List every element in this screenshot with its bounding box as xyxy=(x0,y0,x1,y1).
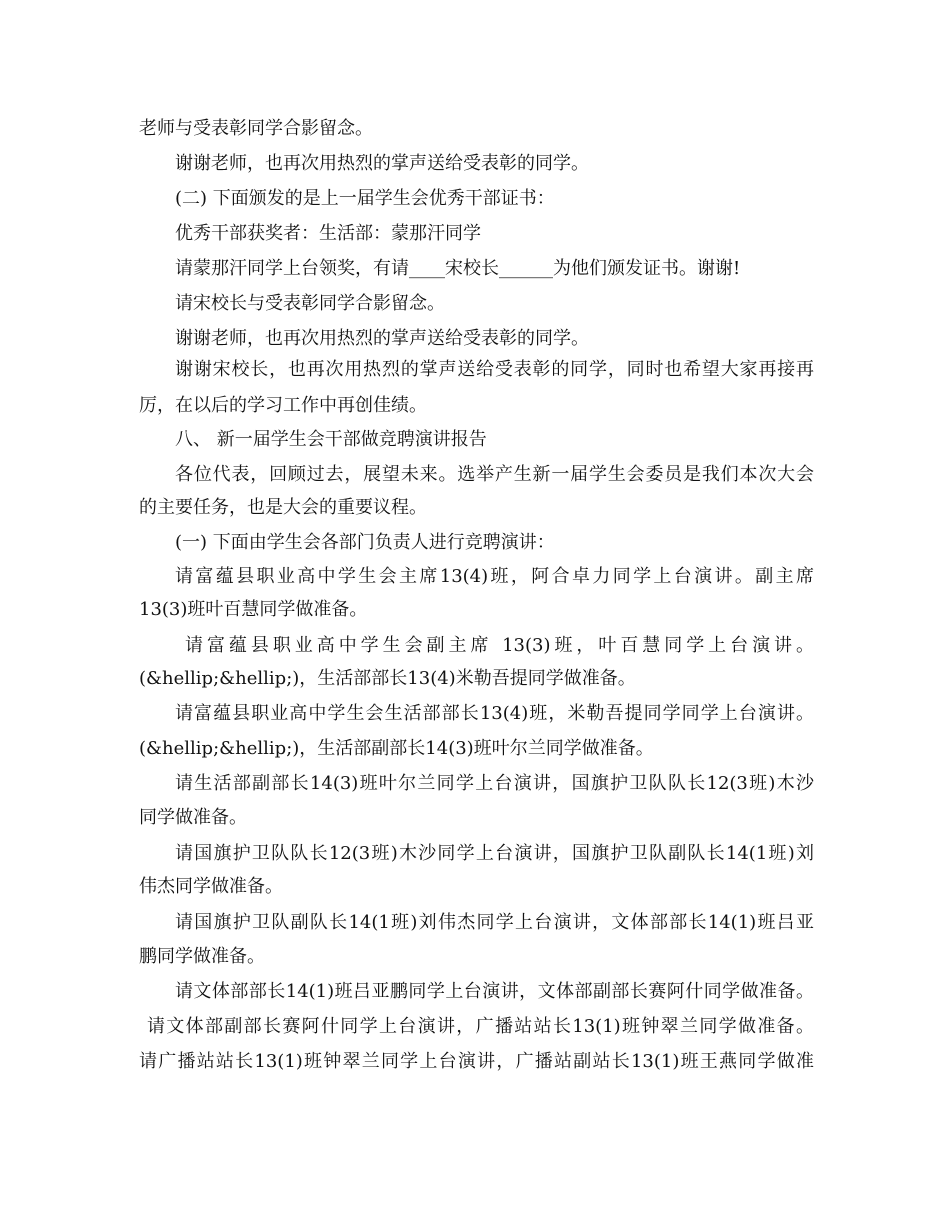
section-heading: (二) 下面颁发的是上一届学生会优秀干部证书： xyxy=(175,188,555,209)
paragraph-line: 谢谢宋校长，也再次用热烈的掌声送给受表彰的同学，同时也希望大家再接再 xyxy=(175,359,814,380)
paragraph-line: 13(3)班叶百慧同学做准备。 xyxy=(139,599,368,620)
paragraph-line: (&hellip;&hellip;)，生活部副部长14(3)班叶尔兰同学做准备。 xyxy=(139,738,654,759)
section-heading: 八、 新一届学生会干部做竞聘演讲报告 xyxy=(175,429,487,450)
paragraph-line: 请宋校长与受表彰同学合影留念。 xyxy=(175,293,445,314)
paragraph-line: 谢谢老师，也再次用热烈的掌声送给受表彰的同学。 xyxy=(175,153,589,174)
paragraph-line: 请国旗护卫队副队长14(1班)刘伟杰同学上台演讲，文体部部长14(1)班吕亚 xyxy=(175,912,814,933)
paragraph-line: 请国旗护卫队队长12(3班)木沙同学上台演讲，国旗护卫队副队长14(1班)刘 xyxy=(175,843,814,864)
paragraph-line: 老师与受表彰同学合影留念。 xyxy=(139,118,373,139)
paragraph-line: 同学做准备。 xyxy=(139,807,247,828)
paragraph-line: 的主要任务，也是大会的重要议程。 xyxy=(139,497,427,518)
paragraph-line: 伟杰同学做准备。 xyxy=(139,876,283,897)
paragraph-line: 厉，在以后的学习工作中再创佳绩。 xyxy=(139,395,427,416)
paragraph-line: 鹏同学做准备。 xyxy=(139,946,265,967)
paragraph-line: 请蒙那汗同学上台领奖，有请____宋校长______为他们颁发证书。谢谢! xyxy=(175,258,741,279)
paragraph-line: 各位代表，回顾过去，展望未来。选举产生新一届学生会委员是我们本次大会 xyxy=(175,464,814,485)
section-heading: (一) 下面由学生会各部门负责人进行竞聘演讲： xyxy=(175,532,555,553)
paragraph-line: 请文体部副部长赛阿什同学上台演讲，广播站站长13(1)班钟翠兰同学做准备。 xyxy=(147,1016,814,1037)
paragraph-line: 请富蕴县职业高中学生会副主席 13(3)班，叶百慧同学上台演讲。 xyxy=(185,635,814,656)
paragraph-line: 请富蕴县职业高中学生会生活部部长13(4)班，米勒吾提同学同学上台演讲。 xyxy=(175,703,814,724)
paragraph-line: 请生活部副部长14(3)班叶尔兰同学上台演讲，国旗护卫队队长12(3班)木沙 xyxy=(175,773,814,794)
paragraph-line: 优秀干部获奖者：生活部：蒙那汗同学 xyxy=(175,223,481,244)
paragraph-line: 请文体部部长14(1)班吕亚鹏同学上台演讲，文体部副部长赛阿什同学做准备。 xyxy=(175,981,814,1002)
paragraph-line: 请广播站站长13(1)班钟翠兰同学上台演讲，广播站副站长13(1)班王燕同学做准 xyxy=(139,1051,814,1072)
paragraph-line: 请富蕴县职业高中学生会主席13(4)班，阿合卓力同学上台演讲。副主席 xyxy=(175,566,814,587)
paragraph-line: (&hellip;&hellip;)，生活部部长13(4)米勒吾提同学做准备。 xyxy=(139,668,636,689)
paragraph-line: 谢谢老师，也再次用热烈的掌声送给受表彰的同学。 xyxy=(175,328,589,349)
